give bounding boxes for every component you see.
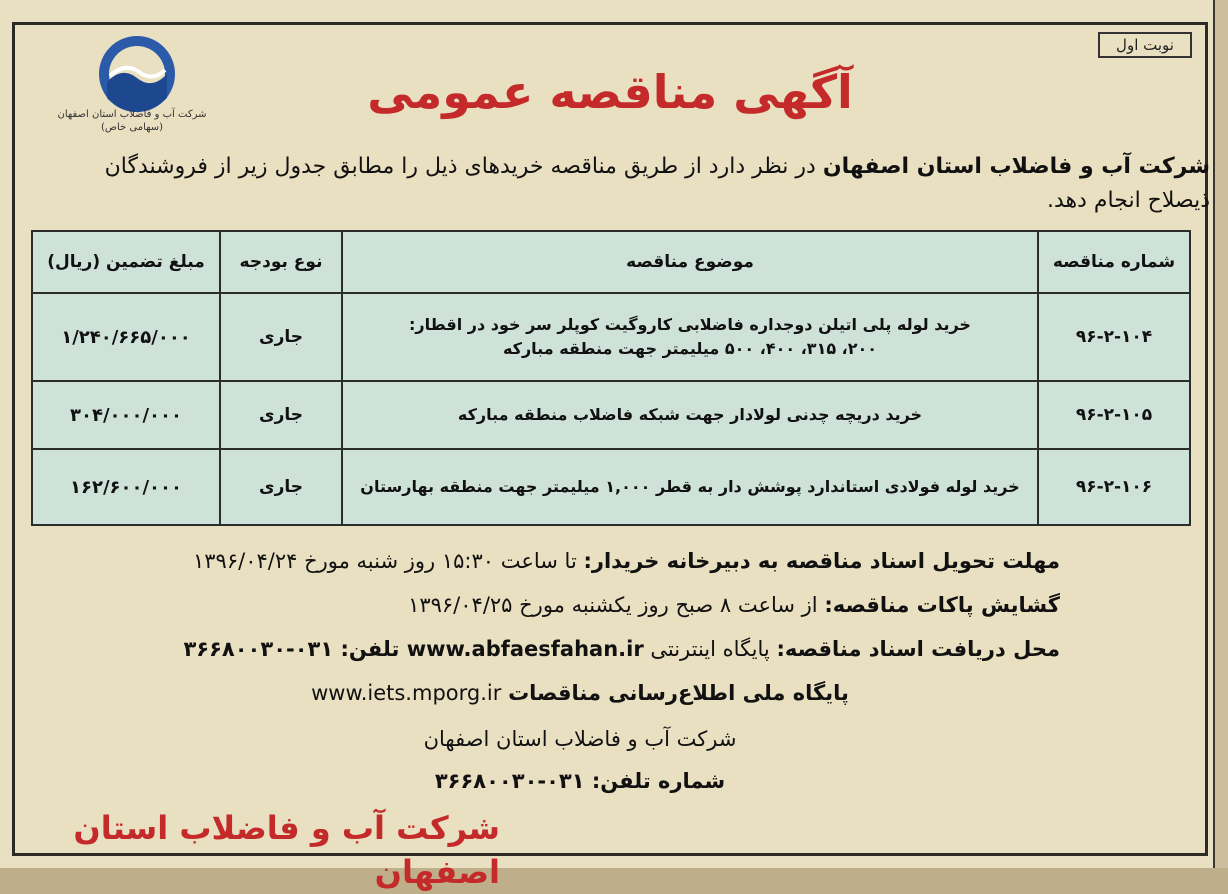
tender-subject [342,293,1038,381]
opening-line [60,590,1060,620]
deadline-line [60,546,1060,576]
header-amount: مبلغ تضمین (ریال) [32,231,220,293]
header-subject: موضوع مناقصه [342,231,1038,293]
water-company-logo-icon [40,26,230,156]
header-number: شماره مناقصه [1038,231,1190,293]
documents-value: پایگاه اینترنتی [643,637,777,661]
footer-company-name: شرکت آب و فاضلاب استان اصفهان [73,809,500,891]
guarantee-amount: ۱۶۲/۶۰۰/۰۰۰ [32,449,220,525]
round-badge: نوبت اول [1098,32,1192,58]
documents-url[interactable]: www.abfaesfahan.ir [406,637,644,661]
subject-line: ۲۰۰، ۳۱۵، ۴۰۰، ۵۰۰ میلیمتر جهت منطقه مبارکه [502,339,878,358]
page-title: آگهی مناقصه عمومی [367,65,853,119]
table-header-row [32,231,1190,293]
table-row [32,293,1190,381]
table-row [32,449,1190,525]
tender-number: ۹۶-۲-۱۰۶ [1038,449,1190,525]
opening-value: از ساعت ۸ صبح روز یکشنبه مورخ ۱۳۹۶/۰۴/۲۵ [408,593,825,617]
subject-line: خرید لوله پلی اتیلن دوجداره فاضلابی کاروگیت کوپلر سر خود در اقطار: [409,315,971,334]
guarantee-amount: ۳۰۴/۰۰۰/۰۰۰ [32,381,220,449]
opening-label: گشایش پاکات مناقصه: [824,593,1060,617]
signature-phone: ۰۳۱-۳۶۶۸۰۰۳۰ [434,769,585,793]
documents-line [60,634,1060,664]
tender-number: ۹۶-۲-۱۰۵ [1038,381,1190,449]
adjacent-column-edge [1213,0,1228,868]
intro-paragraph [40,150,1210,218]
deadline-label: مهلت تحویل اسناد مناقصه به دبیرخانه خریدار: [583,549,1060,573]
tender-number: ۹۶-۲-۱۰۴ [1038,293,1190,381]
signature-phone-label: شماره تلفن: [584,769,726,793]
national-label: پایگاه ملی اطلاع‌رسانی مناقصات [508,681,849,705]
logo-caption [52,108,212,134]
national-portal-line [300,678,860,708]
table-row [32,381,1190,449]
budget-type: جاری [220,293,342,381]
budget-type: جاری [220,381,342,449]
tender-subject: خرید دریچه چدنی لولادار جهت شبکه فاضلاب منطقه مبارکه [342,381,1038,449]
intro-text: در نظر دارد از طریق مناقصه خریدهای ذیل را مطابق جدول زیر از فروشندگان ذیصلاح انجام دهد. [104,154,1210,213]
national-url[interactable]: www.iets.mporg.ir [311,681,502,705]
budget-type: جاری [220,449,342,525]
tender-table [31,230,1191,526]
logo-org-name: شرکت آب و فاضلاب استان اصفهان [57,109,207,120]
tender-subject: خرید لوله فولادی استاندارد پوشش دار به قطر ۱,۰۰۰ میلیمتر جهت منطقه بهارستان [342,449,1038,525]
logo-sub: (سهامی خاص) [100,122,164,133]
header-budget: نوع بودجه [220,231,342,293]
signature-phone-line [300,766,860,796]
guarantee-amount: ۱/۲۴۰/۶۶۵/۰۰۰ [32,293,220,381]
intro-org: شرکت آب و فاضلاب استان اصفهان [822,154,1210,179]
documents-phone-label: تلفن: [333,637,407,661]
deadline-value: تا ساعت ۱۵:۳۰ روز شنبه مورخ ۱۳۹۶/۰۴/۲۴ [193,549,584,573]
documents-label: محل دریافت اسناد مناقصه: [776,637,1060,661]
documents-phone: ۰۳۱-۳۶۶۸۰۰۳۰ [183,637,334,661]
signature-org: شرکت آب و فاضلاب استان اصفهان [423,727,737,751]
